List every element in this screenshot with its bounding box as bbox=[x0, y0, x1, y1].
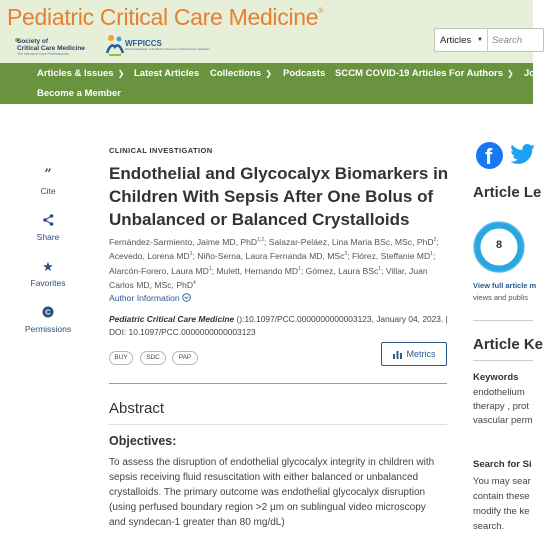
favorites-button[interactable] bbox=[20, 260, 76, 288]
nav-label: Latest Articles bbox=[134, 68, 200, 79]
keyword-line[interactable]: therapy , prot bbox=[473, 401, 529, 412]
nav-label: For Authors bbox=[449, 68, 504, 79]
keyword-line[interactable]: vascular perm bbox=[473, 415, 533, 426]
nav-journal-info[interactable] bbox=[524, 68, 535, 79]
nav-latest-articles[interactable] bbox=[134, 68, 199, 79]
tool-label: Cite bbox=[40, 186, 56, 196]
search-similar-label: Search for Si bbox=[473, 459, 532, 470]
facebook-share-button[interactable] bbox=[476, 142, 503, 169]
search-input[interactable]: Search bbox=[492, 35, 523, 46]
journal-title[interactable] bbox=[7, 4, 323, 31]
keyword-line[interactable]: endothelium bbox=[473, 387, 525, 398]
buy-tag[interactable]: BUY bbox=[109, 351, 133, 365]
search-similar-line: modify the ke bbox=[473, 506, 530, 517]
search-box bbox=[434, 28, 544, 52]
nav-articles-issues[interactable] bbox=[37, 68, 124, 79]
registered-mark: ® bbox=[318, 8, 324, 15]
author-name[interactable]: Fernández-Sarmiento, Jaime MD, PhD bbox=[109, 236, 258, 247]
wfpiccs-figure-icon bbox=[105, 33, 125, 57]
author-name[interactable]: Flórez, Steffanie MD bbox=[351, 251, 431, 262]
tool-label: Share bbox=[36, 232, 60, 242]
nav-label: Become a Member bbox=[37, 88, 121, 99]
journal-title-text: Pediatric Critical Care Medicine bbox=[7, 4, 319, 30]
svg-text:C: C bbox=[45, 307, 51, 317]
tool-label: Permissions bbox=[24, 324, 72, 334]
chevron-down-icon: ❯ bbox=[265, 69, 272, 78]
author-affiliation: 3 bbox=[344, 251, 348, 258]
search-scope-select[interactable] bbox=[435, 29, 488, 51]
sccm-logo-line2: Critical Care Medicine bbox=[17, 45, 85, 52]
altmetric-score: 8 bbox=[495, 239, 503, 251]
divider bbox=[473, 360, 533, 361]
search-similar-line: You may sear bbox=[473, 476, 531, 487]
author-affiliation: 2 bbox=[433, 237, 437, 243]
divider bbox=[109, 383, 447, 384]
author-affiliation: 1 bbox=[430, 251, 433, 258]
nav-label: Articles & Issues bbox=[37, 68, 114, 79]
author-name[interactable]: Villar, Juan Carlos MD, MSc, PhD bbox=[109, 265, 428, 290]
site-header bbox=[0, 0, 533, 63]
nav-become-member[interactable] bbox=[37, 88, 121, 99]
chevron-circle-icon bbox=[182, 293, 191, 302]
view-full-metrics-link[interactable]: View full article m bbox=[473, 281, 537, 290]
article-keywords-heading: Article Ke bbox=[473, 336, 544, 353]
author-information-link[interactable] bbox=[109, 293, 191, 303]
citation-details: ():10.1097/PCC.0000000000003123, January 04, 2023. | bbox=[234, 314, 448, 324]
author-list: Fernández-Sarmiento, Jaime MD, PhD$^{1,2}$; Salazar-Peláez, Lina Maria BSc, MSc, PhD$^2$; Acevedo, Lorena $MD^1$; Niño-Serna, Laura Fernanda MD, MSc$^3$; Flórez, Steffanie $MD^1$; Alarcón-Forero, Laura $MD^1$; Mulett, Hernando $MD^1$; Gómez, Laura BSc$^1$; Villar, Juan Carlos MD, MSc, PhD$^4$ bbox=[109, 236, 439, 290]
share-icon bbox=[20, 214, 76, 228]
objectives-text: To assess the disruption of endothelial glycocalyx integrity in children with sepsis receiving fluid resuscitation with either balanced or unbalanced crystalloids. The primary outcome was endothelial glycocalyx disruption (using perfused boundary region >2 µm on sublingual video microscopy and syndecan-1 greater than 80 mg/dL) bbox=[109, 457, 435, 528]
tool-label: Favorites bbox=[30, 278, 66, 288]
metrics-button[interactable] bbox=[381, 342, 447, 366]
chevron-down-icon: ❯ bbox=[507, 69, 514, 78]
sccm-logo[interactable] bbox=[14, 37, 96, 57]
sccm-logo-line1: Society of bbox=[17, 38, 49, 45]
keywords-list bbox=[473, 386, 553, 428]
author-name[interactable]: Mulett, Hernando MD bbox=[216, 265, 299, 276]
search-similar-line: search. bbox=[473, 521, 505, 532]
citation bbox=[109, 313, 449, 338]
keywords-label: Keywords bbox=[473, 372, 519, 383]
wfpiccs-logo[interactable] bbox=[105, 33, 210, 57]
abstract-heading: Abstract bbox=[109, 400, 165, 417]
wfpiccs-tagline: World Federation of Pediatric Intensive & Critical Care Societies bbox=[125, 47, 210, 51]
divider bbox=[109, 424, 447, 425]
divider bbox=[473, 320, 533, 321]
search-scope-value: Articles bbox=[440, 35, 472, 46]
article-level-metrics-heading: Article Le bbox=[473, 184, 542, 201]
author-affiliation: 1 bbox=[208, 265, 212, 272]
author-name[interactable]: Salazar-Peláez, Lina Maria BSc, MSc, PhD bbox=[268, 236, 434, 247]
citation-journal: Pediatric Critical Care Medicine bbox=[109, 314, 235, 324]
author-name[interactable]: Gómez, Laura BSc bbox=[305, 265, 379, 276]
author-affiliation: 1,2 bbox=[257, 237, 265, 243]
search-similar-text bbox=[473, 474, 531, 534]
facebook-icon: f bbox=[485, 144, 493, 169]
author-affiliation: 1 bbox=[298, 265, 301, 272]
star-icon: ★ bbox=[42, 259, 54, 274]
cite-button[interactable] bbox=[20, 168, 76, 196]
permissions-button[interactable] bbox=[20, 306, 76, 334]
main-nav bbox=[0, 63, 536, 104]
search-similar-line: contain these bbox=[473, 491, 530, 502]
author-name[interactable]: Acevedo, Lorena MD bbox=[109, 251, 190, 262]
nav-for-authors[interactable] bbox=[449, 68, 514, 79]
sccm-logo-line3: The Intensive Care Professionals bbox=[17, 52, 69, 56]
author-name[interactable]: Niño-Serna, Laura Fernanda MD, MSc bbox=[197, 251, 345, 262]
sdc-tag[interactable]: SDC bbox=[140, 351, 166, 365]
nav-label: Podcasts bbox=[283, 68, 326, 79]
author-affiliation: 1 bbox=[378, 265, 382, 272]
author-affiliation: 1 bbox=[189, 251, 193, 258]
author-name[interactable]: Alarcón-Forero, Laura MD bbox=[109, 265, 209, 276]
article-title: Endothelial and Glycocalyx Biomarkers in Children With Sepsis After One Bolus of Unbalanced or Balanced Crystalloids bbox=[109, 164, 449, 229]
nav-collections[interactable] bbox=[210, 68, 272, 79]
author-info-label: Author Information bbox=[109, 293, 180, 303]
copyright-icon bbox=[20, 306, 76, 320]
objectives-heading: Objectives: bbox=[109, 434, 177, 448]
caret-down-icon: ▼ bbox=[477, 37, 483, 43]
views-published-text: views and publis bbox=[473, 293, 529, 302]
bar-chart-icon bbox=[393, 350, 402, 359]
article-category: CLINICAL INVESTIGATION bbox=[109, 146, 213, 155]
nav-label: Jo bbox=[524, 68, 536, 79]
nav-podcasts[interactable] bbox=[283, 68, 325, 79]
quote-icon: ” bbox=[44, 167, 52, 182]
author-affiliation: 4 bbox=[193, 280, 196, 287]
doi-link[interactable]: DOI: 10.1097/PCC.0000000000003123 bbox=[109, 326, 256, 337]
metrics-label: Metrics bbox=[406, 349, 436, 359]
nav-sccm-covid[interactable] bbox=[335, 68, 447, 79]
nav-label: Collections bbox=[210, 68, 262, 79]
pap-tag[interactable]: PAP bbox=[172, 351, 198, 365]
nav-label: SCCM COVID-19 Articles bbox=[335, 68, 447, 79]
twitter-icon[interactable] bbox=[510, 142, 536, 166]
share-button[interactable] bbox=[20, 214, 76, 242]
chevron-down-icon: ❯ bbox=[117, 69, 125, 78]
wfpiccs-name: WFPICCS bbox=[125, 39, 162, 48]
